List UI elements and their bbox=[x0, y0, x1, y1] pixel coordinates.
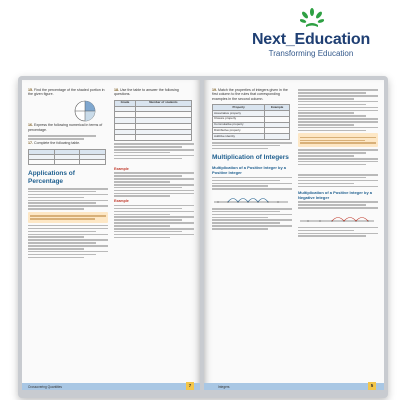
properties-table: Property Example Associative property Closure property Commutative property Distributive property Additive identity bbox=[212, 104, 290, 140]
section-heading-multiplication: Multiplication of Integers bbox=[212, 154, 289, 162]
subheading-negative: Multiplication of a Positive Integer by a Negative Integer bbox=[298, 190, 373, 201]
example-label-2: Example bbox=[114, 199, 129, 204]
left-column-a bbox=[28, 88, 108, 260]
right-page-number: 5 bbox=[368, 382, 376, 390]
left-footer bbox=[22, 383, 200, 390]
question-pie: 15. Find the percentage of the shaded portion in the given figure. bbox=[28, 88, 105, 97]
section-heading-applications: Applications of Percentage bbox=[28, 169, 75, 185]
grades-table: Grade Number of students bbox=[114, 100, 192, 141]
question-grades: 18. Use the table to answer the following questions. bbox=[114, 88, 179, 97]
left-page-number: 7 bbox=[186, 382, 194, 390]
open-book bbox=[18, 76, 388, 398]
question-table: 17. Complete the following table. bbox=[28, 141, 81, 146]
left-column-b bbox=[114, 88, 194, 240]
right-page bbox=[204, 80, 384, 390]
leaf-logo-icon bbox=[300, 8, 324, 30]
brand-name: Next_Education bbox=[251, 31, 371, 48]
brand-logo bbox=[228, 8, 394, 58]
left-footer-text: Crossovering Quantities bbox=[28, 385, 63, 389]
left-page bbox=[22, 80, 200, 390]
number-line-figure-2 bbox=[298, 211, 376, 225]
brand-tagline: Transforming Education bbox=[268, 49, 354, 58]
right-column-b bbox=[298, 88, 378, 238]
subheading-positive: Multiplication of a Positive Integer by a Positive Integer bbox=[212, 165, 287, 176]
tip-box bbox=[28, 212, 108, 223]
number-line-figure bbox=[212, 192, 290, 206]
right-footer-text: Integers bbox=[218, 385, 230, 389]
pie-figure bbox=[74, 100, 96, 122]
right-column-a bbox=[212, 88, 292, 231]
tip-box-right bbox=[298, 133, 378, 147]
question-properties: 19. Match the properties of integers given in the first column to the rules that corresponding examples in the second column. bbox=[212, 88, 288, 101]
example-label-1: Example bbox=[114, 166, 129, 171]
percentage-table bbox=[28, 149, 106, 165]
right-footer bbox=[204, 383, 384, 390]
question-ratio: 16. Express the following numerical in terms of percentage. bbox=[28, 123, 103, 132]
